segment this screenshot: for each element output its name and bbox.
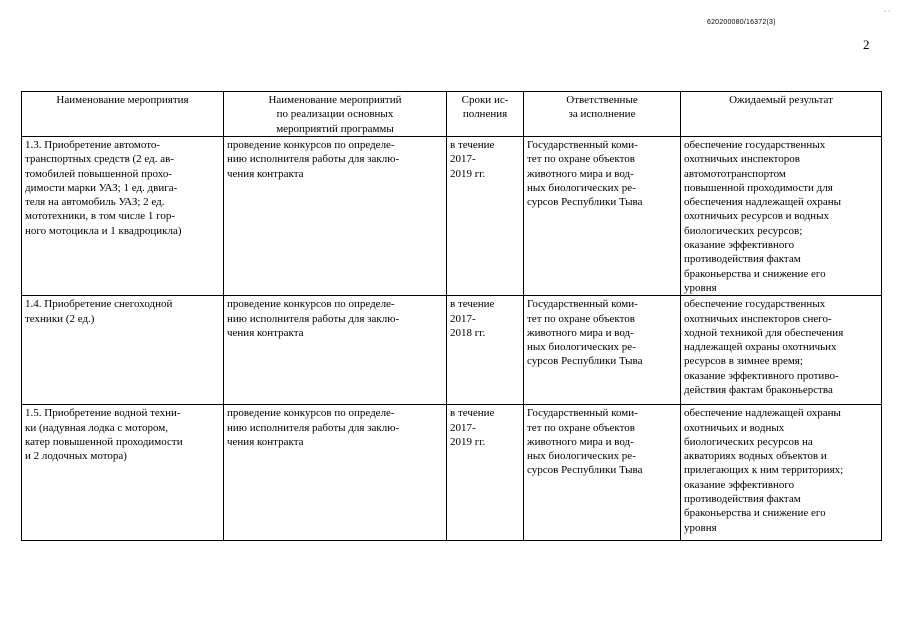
cell-deadline: в течение 2017- 2019 гг.: [447, 405, 524, 541]
cell-activities: проведение конкурсов по определе- нию исполнителя работы для заклю- чения контракта: [224, 405, 447, 541]
header-cell-activities: Наименование мероприятий по реализации основных мероприятий программы: [224, 92, 447, 137]
cell-responsible: Государственный коми- тет по охране объектов животного мира и вод- ных биологических ре- сурсов Республики Тыва: [524, 296, 681, 405]
cell-result: обеспечение надлежащей охраны охотничьих и водных биологических ресурсов на акваториях водных объектов и прилегающих к ним территориях; оказание эффективного противодействия фактам браконьерства и снижение его уровня: [681, 405, 882, 541]
header-cell-deadline: Сроки ис- полнения: [447, 92, 524, 137]
table-header-row: [22, 92, 882, 137]
page-number: 2: [863, 37, 870, 52]
corner-mark: ⸱ ⸱: [884, 7, 891, 16]
table-row: [22, 137, 882, 296]
document-id: 620200080/16372(3): [707, 19, 776, 26]
header-cell-result: Ожидаемый результат: [681, 92, 882, 137]
cell-deadline: в течение 2017- 2018 гг.: [447, 296, 524, 405]
cell-responsible: Государственный коми- тет по охране объектов животного мира и вод- ных биологических ре- сурсов Республики Тыва: [524, 137, 681, 296]
cell-result: обеспечение государственных охотничьих инспекторов автомототранспортом повышенной проходимости для обеспечения надлежащей охраны охотничьих ресурсов и водных биологических ресурсов; оказание эффективного противодействия фактам браконьерства и снижение его уровня: [681, 137, 882, 296]
cell-measure: 1.3. Приобретение автомото- транспортных средств (2 ед. ав- томобилей повышенной прохо- димости марки УАЗ; 1 ед. двига- теля на автомобиль УАЗ; 2 ед. мототехники, в том числе 1 гор- ного мотоцикла и 1 квадроцикла): [22, 137, 224, 296]
cell-activities: проведение конкурсов по определе- нию исполнителя работы для заклю- чения контракта: [224, 296, 447, 405]
header-cell-measure: Наименование мероприятия: [22, 92, 224, 137]
cell-measure: 1.5. Приобретение водной техни- ки (надувная лодка с мотором, катер повышенной проходимости и 2 лодочных мотора): [22, 405, 224, 541]
cell-measure: 1.4. Приобретение снегоходной техники (2 ед.): [22, 296, 224, 405]
header-cell-responsible: Ответственные за исполнение: [524, 92, 681, 137]
table-row: [22, 296, 882, 405]
cell-responsible: Государственный коми- тет по охране объектов животного мира и вод- ных биологических ре- сурсов Республики Тыва: [524, 405, 681, 541]
measures-table: [21, 91, 882, 541]
cell-result: обеспечение государственных охотничьих инспекторов снего- ходной техникой для обеспечения надлежащей охраны охотничьих ресурсов в зимнее время; оказание эффективного противо- действия фактам браконьерства: [681, 296, 882, 405]
table-row: [22, 405, 882, 541]
cell-activities: проведение конкурсов по определе- нию исполнителя работы для заклю- чения контракта: [224, 137, 447, 296]
cell-deadline: в течение 2017- 2019 гг.: [447, 137, 524, 296]
